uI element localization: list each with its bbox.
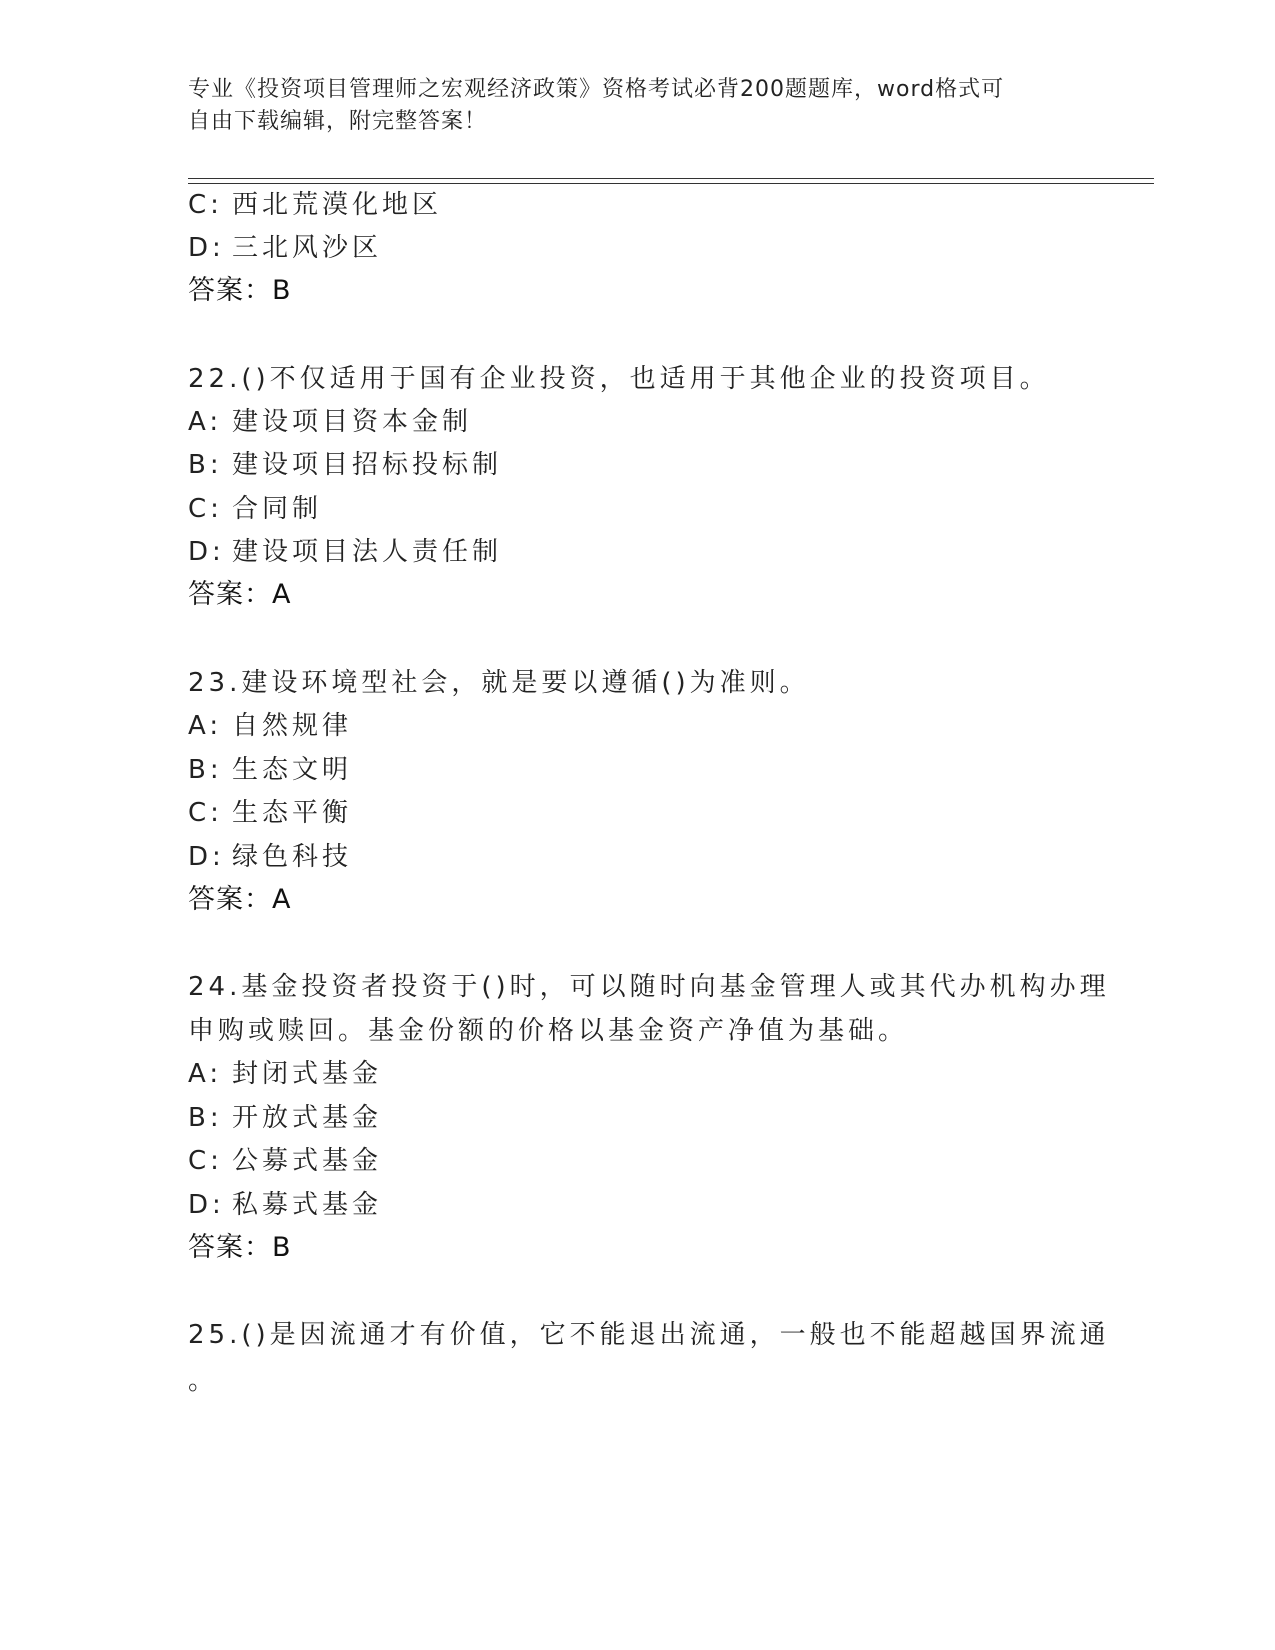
q25-question-line-1: 25.()是因流通才有价值，它不能退出流通，一般也不能超越国界流通	[188, 1320, 1110, 1350]
header-divider-top	[188, 178, 1154, 179]
document-header	[188, 74, 1068, 138]
q25-question-line-2: 。	[188, 1366, 219, 1396]
q24-option-b: B: 开放式基金	[188, 1103, 383, 1133]
q24-option-c: C: 公募式基金	[188, 1146, 383, 1176]
q22-question: 22.()不仅适用于国有企业投资，也适用于其他企业的投资项目。	[188, 364, 1050, 394]
q24-option-d: D: 私募式基金	[188, 1190, 383, 1220]
q24-question-line-1: 24.基金投资者投资于()时，可以随时向基金管理人或其代办机构办理	[188, 972, 1110, 1002]
q23-option-c: C: 生态平衡	[188, 798, 353, 828]
q21-option-c: C: 西北荒漠化地区	[188, 190, 443, 220]
q23-option-b: B: 生态文明	[188, 755, 353, 785]
q23-question: 23.建设环境型社会，就是要以遵循()为准则。	[188, 668, 810, 698]
q24-answer: 答案：B	[188, 1232, 292, 1263]
q22-option-c: C: 合同制	[188, 494, 323, 524]
q22-option-a: A: 建设项目资本金制	[188, 407, 473, 437]
q23-option-a: A: 自然规律	[188, 711, 353, 741]
q23-answer: 答案：A	[188, 884, 292, 915]
header-line-2: 自由下载编辑，附完整答案！	[188, 109, 488, 134]
q22-option-b: B: 建设项目招标投标制	[188, 450, 503, 480]
header-line-1: 专业《投资项目管理师之宏观经济政策》资格考试必背200题题库，word格式可	[188, 77, 1005, 102]
q24-option-a: A: 封闭式基金	[188, 1059, 383, 1089]
q24-question-line-2: 申购或赎回。基金份额的价格以基金资产净值为基础。	[188, 1016, 909, 1046]
q22-answer: 答案：A	[188, 579, 292, 610]
q21-option-d: D: 三北风沙区	[188, 233, 383, 263]
header-divider-bottom	[188, 183, 1154, 184]
q22-option-d: D: 建设项目法人责任制	[188, 537, 503, 567]
q21-answer: 答案：B	[188, 275, 292, 306]
q23-option-d: D: 绿色科技	[188, 842, 353, 872]
